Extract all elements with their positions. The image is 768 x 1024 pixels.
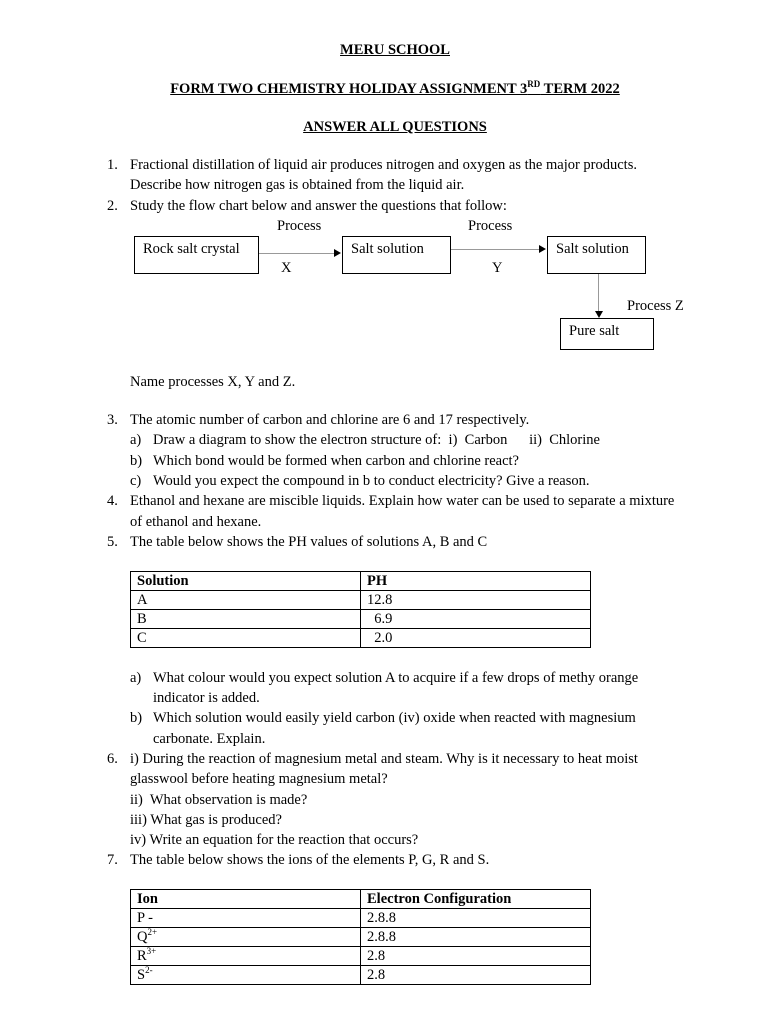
q6-iv: iv) Write an equation for the reaction that occurs? bbox=[130, 832, 419, 848]
q3-number: 3. bbox=[107, 412, 118, 428]
table-cell-ion bbox=[131, 909, 361, 928]
q3c-text: Would you expect the compound in b to conduct electricity? Give a reason. bbox=[153, 473, 590, 489]
ion-symbol: P - bbox=[137, 910, 153, 926]
arrow-x bbox=[259, 253, 335, 254]
q5a-line1: What colour would you expect solution A to acquire if a few drops of methy orange bbox=[153, 670, 639, 686]
q3b-text: Which bond would be formed when carbon and chlorine react? bbox=[153, 453, 519, 469]
table-row bbox=[131, 610, 591, 629]
table-cell-solution: B bbox=[131, 610, 361, 629]
q2-text: Study the flow chart below and answer the questions that follow: bbox=[130, 198, 507, 214]
q3-text: The atomic number of carbon and chlorine are 6 and 17 respectively. bbox=[130, 412, 530, 428]
q3a-text: Draw a diagram to show the electron structure of: i) Carbon ii) Chlorine bbox=[153, 432, 600, 448]
q5b-line2: carbonate. Explain. bbox=[153, 731, 266, 747]
table-header-solution: Solution bbox=[131, 572, 361, 591]
q5b-line1: Which solution would easily yield carbon (iv) oxide when reacted with magnesium bbox=[153, 710, 636, 726]
table-cell-config: 2.8.8 bbox=[361, 909, 591, 928]
q6-line2: glasswool before heating magnesium metal? bbox=[130, 771, 388, 787]
ion-charge: 2+ bbox=[147, 927, 158, 938]
assignment-title-sup: RD bbox=[527, 79, 541, 90]
table-row bbox=[131, 966, 591, 985]
q4-line2: of ethanol and hexane. bbox=[130, 514, 262, 530]
instruction: ANSWER ALL QUESTIONS bbox=[303, 119, 487, 135]
table-cell-ion bbox=[131, 966, 361, 985]
q1-line2: Describe how nitrogen gas is obtained from the liquid air. bbox=[130, 177, 465, 193]
table-cell-ion bbox=[131, 928, 361, 947]
q5-number: 5. bbox=[107, 534, 118, 550]
ion-symbol: Q bbox=[137, 929, 148, 945]
arrow-y bbox=[451, 249, 540, 250]
q7-text: The table below shows the ions of the elements P, G, R and S. bbox=[130, 852, 490, 868]
table-cell-solution: A bbox=[131, 591, 361, 610]
table-row bbox=[131, 629, 591, 648]
table-header-row bbox=[131, 890, 591, 909]
q5a-letter: a) bbox=[130, 670, 142, 686]
table-row bbox=[131, 591, 591, 610]
q7-number: 7. bbox=[107, 852, 118, 868]
table-row bbox=[131, 928, 591, 947]
flow-box-rock-salt: Rock salt crystal bbox=[134, 236, 259, 274]
q5b-letter: b) bbox=[130, 710, 143, 726]
q6-number: 6. bbox=[107, 751, 118, 767]
flow-box-salt-solution-1: Salt solution bbox=[342, 236, 451, 274]
process-x-letter: X bbox=[281, 260, 292, 276]
q4-number: 4. bbox=[107, 493, 118, 509]
flow-box-salt-solution-2: Salt solution bbox=[547, 236, 646, 274]
process-z-label: Process Z bbox=[627, 298, 684, 314]
table-header-row bbox=[131, 572, 591, 591]
ion-charge: 2- bbox=[145, 965, 153, 976]
table-cell-ph: 6.9 bbox=[361, 610, 591, 629]
ion-symbol: S bbox=[137, 967, 146, 983]
arrow-z bbox=[598, 274, 599, 311]
table-row bbox=[131, 947, 591, 966]
table-header-config: Electron Configuration bbox=[361, 890, 591, 909]
table-cell-config: 2.8 bbox=[361, 947, 591, 966]
assignment-title bbox=[0, 79, 768, 99]
ph-table bbox=[130, 571, 591, 648]
arrowhead-x bbox=[334, 249, 341, 257]
arrowhead-y bbox=[539, 245, 546, 253]
q5a-line2: indicator is added. bbox=[153, 690, 260, 706]
q3c-letter: c) bbox=[130, 473, 142, 489]
assignment-title-main: FORM TWO CHEMISTRY HOLIDAY ASSIGNMENT 3 bbox=[170, 81, 528, 97]
table-cell-solution: C bbox=[131, 629, 361, 648]
q6-iii: iii) What gas is produced? bbox=[130, 812, 282, 828]
q4-line1: Ethanol and hexane are miscible liquids. Explain how water can be used to separate a mixture bbox=[130, 493, 675, 509]
flow-box-pure-salt: Pure salt bbox=[560, 318, 654, 350]
q2-question: Name processes X, Y and Z. bbox=[130, 374, 296, 390]
q6-ii: ii) What observation is made? bbox=[130, 792, 308, 808]
process-y-letter: Y bbox=[492, 260, 503, 276]
q1-number: 1. bbox=[107, 157, 118, 173]
table-cell-config: 2.8.8 bbox=[361, 928, 591, 947]
table-cell-config: 2.8 bbox=[361, 966, 591, 985]
ion-symbol: R bbox=[137, 948, 147, 964]
table-cell-ion bbox=[131, 947, 361, 966]
table-cell-ph: 12.8 bbox=[361, 591, 591, 610]
arrowhead-z bbox=[595, 311, 603, 318]
table-header-ph: PH bbox=[361, 572, 591, 591]
ion-table bbox=[130, 889, 591, 985]
table-cell-ph: 2.0 bbox=[361, 629, 591, 648]
ion-charge: 3+ bbox=[146, 946, 157, 957]
q6-line1: i) During the reaction of magnesium metal and steam. Why is it necessary to heat moist bbox=[130, 751, 638, 767]
q3b-letter: b) bbox=[130, 453, 143, 469]
process-y-label: Process bbox=[468, 218, 513, 234]
school-name: MERU SCHOOL bbox=[340, 42, 450, 58]
q1-line1: Fractional distillation of liquid air produces nitrogen and oxygen as the major products. bbox=[130, 157, 637, 173]
q5-text: The table below shows the PH values of solutions A, B and C bbox=[130, 534, 488, 550]
assignment-title-end: TERM 2022 bbox=[540, 81, 620, 97]
q3a-letter: a) bbox=[130, 432, 142, 448]
q2-number: 2. bbox=[107, 198, 118, 214]
table-row bbox=[131, 909, 591, 928]
process-x-label: Process bbox=[277, 218, 322, 234]
table-header-ion: Ion bbox=[131, 890, 361, 909]
